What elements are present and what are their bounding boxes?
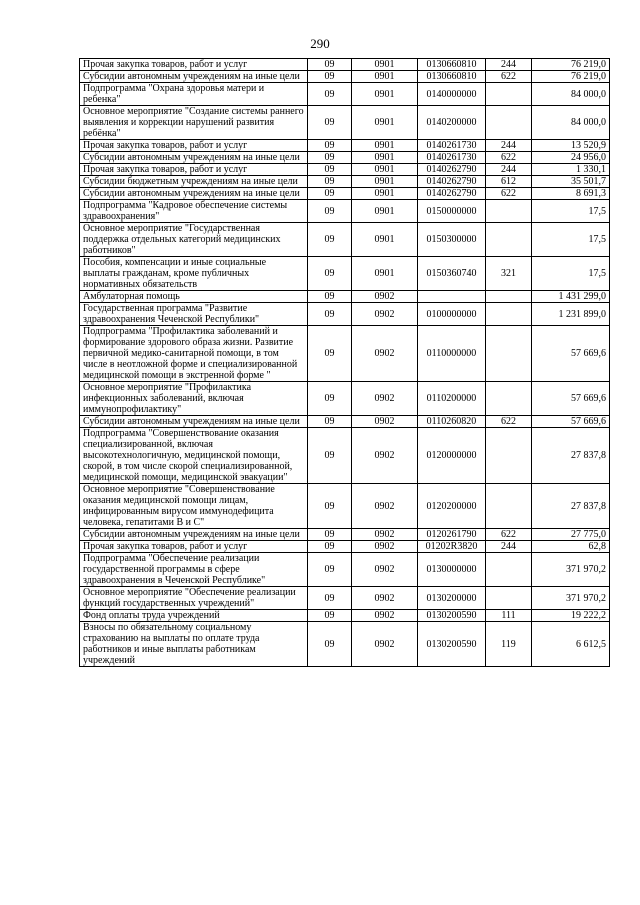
row-expense-type-cell	[486, 382, 532, 416]
table-row	[80, 140, 610, 152]
row-ved-cell: 09	[308, 164, 352, 176]
table-row	[80, 176, 610, 188]
table-row	[80, 152, 610, 164]
table-row	[80, 553, 610, 587]
table-row	[80, 610, 610, 622]
table-row	[80, 106, 610, 140]
row-amount-cell: 8 691,3	[532, 188, 610, 200]
page-number: 290	[310, 36, 330, 51]
table-row	[80, 291, 610, 303]
row-expense-type-cell: 622	[486, 529, 532, 541]
row-name-cell: Основное мероприятие "Совершенствование оказания медицинской помощи лицам, инфицированным вирусом иммунодефицита человека, гепатитами В и С"	[80, 484, 308, 529]
row-amount-cell: 24 956,0	[532, 152, 610, 164]
row-ved-cell: 09	[308, 382, 352, 416]
row-ved-cell: 09	[308, 106, 352, 140]
row-ved-cell: 09	[308, 257, 352, 291]
table-row	[80, 326, 610, 382]
row-name-cell: Государственная программа "Развитие здравоохранения Чеченской Республики"	[80, 303, 308, 326]
row-target-article-cell: 0150000000	[418, 200, 486, 223]
table-row	[80, 164, 610, 176]
row-section-cell: 0902	[352, 553, 418, 587]
row-target-article-cell: 0130200000	[418, 587, 486, 610]
row-expense-type-cell: 622	[486, 152, 532, 164]
row-target-article-cell: 0150360740	[418, 257, 486, 291]
row-target-article-cell: 0130660810	[418, 59, 486, 71]
row-target-article-cell: 0140262790	[418, 188, 486, 200]
row-amount-cell: 17,5	[532, 257, 610, 291]
row-target-article-cell: 0140261730	[418, 140, 486, 152]
table-row	[80, 59, 610, 71]
row-expense-type-cell	[486, 200, 532, 223]
row-name-cell: Подпрограмма "Охрана здоровья матери и ребенка"	[80, 83, 308, 106]
row-section-cell: 0902	[352, 291, 418, 303]
table-row	[80, 587, 610, 610]
row-ved-cell: 09	[308, 303, 352, 326]
row-expense-type-cell	[486, 428, 532, 484]
row-ved-cell: 09	[308, 484, 352, 529]
row-amount-cell: 6 612,5	[532, 622, 610, 667]
table-row	[80, 71, 610, 83]
row-name-cell: Субсидии автономным учреждениям на иные цели	[80, 152, 308, 164]
row-ved-cell: 09	[308, 176, 352, 188]
table-row	[80, 622, 610, 667]
row-ved-cell: 09	[308, 188, 352, 200]
row-section-cell: 0902	[352, 622, 418, 667]
row-amount-cell: 76 219,0	[532, 71, 610, 83]
row-target-article-cell: 0140200000	[418, 106, 486, 140]
table-row	[80, 257, 610, 291]
row-name-cell: Субсидии автономным учреждениям на иные цели	[80, 188, 308, 200]
row-amount-cell: 84 000,0	[532, 83, 610, 106]
budget-table	[79, 58, 610, 667]
row-target-article-cell: 0110200000	[418, 382, 486, 416]
row-section-cell: 0902	[352, 541, 418, 553]
table-row	[80, 541, 610, 553]
row-ved-cell: 09	[308, 428, 352, 484]
row-section-cell: 0901	[352, 188, 418, 200]
row-section-cell: 0902	[352, 303, 418, 326]
table-row	[80, 188, 610, 200]
row-amount-cell: 62,8	[532, 541, 610, 553]
row-name-cell: Основное мероприятие "Государственная поддержка отдельных категорий медицинских работников"	[80, 223, 308, 257]
row-target-article-cell: 0120000000	[418, 428, 486, 484]
table-row	[80, 303, 610, 326]
row-amount-cell: 19 222,2	[532, 610, 610, 622]
row-ved-cell: 09	[308, 553, 352, 587]
row-expense-type-cell: 622	[486, 188, 532, 200]
table-row	[80, 416, 610, 428]
row-target-article-cell: 01202R3820	[418, 541, 486, 553]
row-expense-type-cell: 111	[486, 610, 532, 622]
row-ved-cell: 09	[308, 541, 352, 553]
row-amount-cell: 1 431 299,0	[532, 291, 610, 303]
row-section-cell: 0901	[352, 200, 418, 223]
row-amount-cell: 57 669,6	[532, 382, 610, 416]
row-ved-cell: 09	[308, 59, 352, 71]
row-section-cell: 0902	[352, 428, 418, 484]
row-target-article-cell: 0140261730	[418, 152, 486, 164]
row-section-cell: 0902	[352, 326, 418, 382]
table-row	[80, 529, 610, 541]
row-section-cell: 0901	[352, 257, 418, 291]
table-row	[80, 83, 610, 106]
row-name-cell: Субсидии автономным учреждениям на иные цели	[80, 71, 308, 83]
row-ved-cell: 09	[308, 622, 352, 667]
row-section-cell: 0902	[352, 382, 418, 416]
row-name-cell: Подпрограмма "Кадровое обеспечение системы здравоохранения"	[80, 200, 308, 223]
row-section-cell: 0902	[352, 416, 418, 428]
row-name-cell: Фонд оплаты труда учреждений	[80, 610, 308, 622]
row-name-cell: Прочая закупка товаров, работ и услуг	[80, 140, 308, 152]
row-name-cell: Прочая закупка товаров, работ и услуг	[80, 59, 308, 71]
row-name-cell: Основное мероприятие "Обеспечение реализации функций государственных учреждений"	[80, 587, 308, 610]
row-expense-type-cell	[486, 303, 532, 326]
row-name-cell: Основное мероприятие "Профилактика инфекционных заболеваний, включая иммунопрофилактику"	[80, 382, 308, 416]
row-name-cell: Подпрограмма "Обеспечение реализации государственной программы в сфере здравоохранения в Чеченской Республике"	[80, 553, 308, 587]
row-expense-type-cell	[486, 223, 532, 257]
row-section-cell: 0901	[352, 71, 418, 83]
row-target-article-cell: 0130000000	[418, 553, 486, 587]
row-amount-cell: 57 669,6	[532, 416, 610, 428]
row-target-article-cell: 0140262790	[418, 164, 486, 176]
row-target-article-cell: 0110260820	[418, 416, 486, 428]
row-expense-type-cell: 622	[486, 71, 532, 83]
row-name-cell: Основное мероприятие "Создание системы раннего выявления и коррекции нарушений развития ребёнка"	[80, 106, 308, 140]
row-section-cell: 0901	[352, 83, 418, 106]
row-expense-type-cell	[486, 291, 532, 303]
row-section-cell: 0901	[352, 106, 418, 140]
row-section-cell: 0901	[352, 59, 418, 71]
row-target-article-cell: 0130660810	[418, 71, 486, 83]
row-expense-type-cell: 244	[486, 164, 532, 176]
row-name-cell: Подпрограмма "Профилактика заболеваний и формирование здорового образа жизни. Развитие первичной медико-санитарной помощи, в том числе в неотложной форме и специализированной медицинской помощи в экстренной форме "	[80, 326, 308, 382]
row-expense-type-cell: 612	[486, 176, 532, 188]
row-ved-cell: 09	[308, 200, 352, 223]
row-section-cell: 0902	[352, 587, 418, 610]
row-expense-type-cell: 244	[486, 541, 532, 553]
row-expense-type-cell	[486, 553, 532, 587]
row-amount-cell: 27 837,8	[532, 428, 610, 484]
row-expense-type-cell	[486, 83, 532, 106]
row-name-cell: Пособия, компенсации и иные социальные выплаты гражданам, кроме публичных нормативных обязательств	[80, 257, 308, 291]
row-target-article-cell: 0120200000	[418, 484, 486, 529]
row-amount-cell: 27 837,8	[532, 484, 610, 529]
row-ved-cell: 09	[308, 83, 352, 106]
table-row	[80, 382, 610, 416]
table-row	[80, 484, 610, 529]
row-target-article-cell: 0130200590	[418, 622, 486, 667]
row-section-cell: 0902	[352, 610, 418, 622]
row-section-cell: 0901	[352, 140, 418, 152]
row-expense-type-cell: 244	[486, 59, 532, 71]
row-amount-cell: 76 219,0	[532, 59, 610, 71]
row-amount-cell: 17,5	[532, 200, 610, 223]
row-amount-cell: 57 669,6	[532, 326, 610, 382]
row-target-article-cell: 0140262790	[418, 176, 486, 188]
row-ved-cell: 09	[308, 416, 352, 428]
row-amount-cell: 371 970,2	[532, 587, 610, 610]
row-expense-type-cell	[486, 326, 532, 382]
row-name-cell: Прочая закупка товаров, работ и услуг	[80, 541, 308, 553]
row-section-cell: 0901	[352, 152, 418, 164]
row-expense-type-cell	[486, 484, 532, 529]
row-ved-cell: 09	[308, 291, 352, 303]
table-row	[80, 428, 610, 484]
row-target-article-cell: 0150300000	[418, 223, 486, 257]
row-section-cell: 0902	[352, 484, 418, 529]
row-section-cell: 0901	[352, 223, 418, 257]
row-name-cell: Субсидии бюджетным учреждениям на иные цели	[80, 176, 308, 188]
row-amount-cell: 1 231 899,0	[532, 303, 610, 326]
row-ved-cell: 09	[308, 71, 352, 83]
row-ved-cell: 09	[308, 140, 352, 152]
row-name-cell: Прочая закупка товаров, работ и услуг	[80, 164, 308, 176]
row-target-article-cell: 0120261790	[418, 529, 486, 541]
row-expense-type-cell	[486, 587, 532, 610]
row-expense-type-cell: 244	[486, 140, 532, 152]
table-row	[80, 223, 610, 257]
row-ved-cell: 09	[308, 152, 352, 164]
row-expense-type-cell: 321	[486, 257, 532, 291]
row-name-cell: Подпрограмма "Совершенствование оказания специализированной, включая высокотехнологичную, медицинской помощи, скорой, в том числе скорой специализированной, медицинской помощи, медицинской эвакуации"	[80, 428, 308, 484]
row-ved-cell: 09	[308, 326, 352, 382]
row-amount-cell: 17,5	[532, 223, 610, 257]
row-ved-cell: 09	[308, 610, 352, 622]
row-ved-cell: 09	[308, 587, 352, 610]
row-section-cell: 0901	[352, 164, 418, 176]
row-expense-type-cell	[486, 106, 532, 140]
row-amount-cell: 27 775,0	[532, 529, 610, 541]
row-name-cell: Субсидии автономным учреждениям на иные цели	[80, 529, 308, 541]
row-name-cell: Амбулаторная помощь	[80, 291, 308, 303]
row-amount-cell: 371 970,2	[532, 553, 610, 587]
row-target-article-cell: 0100000000	[418, 303, 486, 326]
row-amount-cell: 84 000,0	[532, 106, 610, 140]
row-target-article-cell: 0140000000	[418, 83, 486, 106]
row-amount-cell: 35 501,7	[532, 176, 610, 188]
row-name-cell: Субсидии автономным учреждениям на иные цели	[80, 416, 308, 428]
row-target-article-cell: 0110000000	[418, 326, 486, 382]
row-section-cell: 0902	[352, 529, 418, 541]
row-section-cell: 0901	[352, 176, 418, 188]
row-ved-cell: 09	[308, 223, 352, 257]
row-target-article-cell	[418, 291, 486, 303]
row-amount-cell: 13 520,9	[532, 140, 610, 152]
row-name-cell: Взносы по обязательному социальному страхованию на выплаты по оплате труда работников и иные выплаты работникам учреждений	[80, 622, 308, 667]
table-row	[80, 200, 610, 223]
row-expense-type-cell: 119	[486, 622, 532, 667]
row-ved-cell: 09	[308, 529, 352, 541]
row-amount-cell: 1 330,1	[532, 164, 610, 176]
row-expense-type-cell: 622	[486, 416, 532, 428]
budget-table-body	[80, 59, 610, 667]
row-target-article-cell: 0130200590	[418, 610, 486, 622]
